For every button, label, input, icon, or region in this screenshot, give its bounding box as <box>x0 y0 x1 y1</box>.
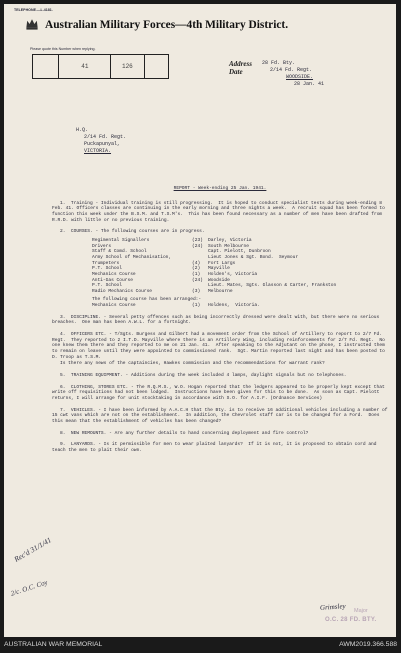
paragraph-discipline: 3. DISCIPLINE. - Several petty offences such as being incorrectly dressed were dealt with, but there were no serious breaches. One man has been A.W.L. for a fortnight. <box>52 314 382 326</box>
arranged-label: The following course has been arranged:- <box>92 296 202 302</box>
course-location: Holden's, Victoria <box>208 271 258 277</box>
course-name: Trumpeters <box>92 260 120 266</box>
course-name: Regimental Signallers <box>92 237 150 243</box>
report-body <box>52 186 391 460</box>
handwritten-signature: Grimsley <box>319 602 346 612</box>
course-count: (3) <box>192 288 201 294</box>
stamp-unit: O.C. 28 FD. BTY. <box>325 617 377 623</box>
course-name: P.T. School <box>92 266 123 272</box>
document-page <box>4 4 396 637</box>
address-line: 2/14 Fd. Regt. <box>270 67 313 73</box>
stamp-rank: Major <box>354 608 368 614</box>
course-location: Darley, Victoria <box>208 237 252 243</box>
course-location: Melbourne <box>208 288 233 294</box>
handwritten-margin-note: 2/c. O.C. Coy <box>9 578 49 598</box>
recipient-line: Puckapunyal, <box>84 141 121 147</box>
course-count: (1) <box>192 271 201 277</box>
paragraph-lanyards: 9. LANYARDS. - Is it permissible for men to wear plaited lanyards? If it is not, it is proposed to obtain cord and teach the men to plait their own. <box>52 442 380 453</box>
course-location: Lieut Jones & Sgt. Bond. Seymour <box>208 254 299 260</box>
course-name: P.T. School <box>92 283 123 289</box>
course-count: (4) <box>192 260 201 266</box>
paragraph-training: 1. Training - Individual training is still progressing. It is hoped to conduct specialist tests during week-ending 8 Feb. 41. Officers classes are continuing in the early morning and three nights a week. A recruit squad has been formed to function this week under the B.S.M. and T.S.M's. This has been found necessary as a number of men have been drafted from R.R.D. with little or no previous training. <box>52 200 388 223</box>
course-location: South Melbourne <box>208 243 249 249</box>
paragraph-new-remounts: 8. NEW REMOUNTS. - Are any further details to hand concerning deployment and fire control? <box>60 430 309 436</box>
course-name: Radio Mechanics Course <box>92 288 153 294</box>
address-line: WOODSIDE. <box>286 74 314 80</box>
address-line: 28 Fd. Bty. <box>262 60 296 66</box>
report-title: REPORT - Week-ending 25 Jan. 1941. <box>173 186 267 191</box>
date-value: 28 Jan. 41 <box>294 81 325 87</box>
footer-accession-number: AWM2019.366.588 <box>339 641 397 648</box>
course-count: (2) <box>192 266 201 272</box>
course-row <box>92 289 388 295</box>
course-location: Holdens, Victoria. <box>208 303 260 309</box>
course-count: (23) <box>192 237 203 243</box>
paragraph-training-equipment: 5. TRAINING EQUIPMENT. - Additions during the week included 4 lamps, daylight signals but no telephones. <box>60 373 347 379</box>
course-count: (24) <box>192 277 203 283</box>
paragraph-officers: 4. OFFICERS ETC. - T/Sgts. Burgess and Gilbert had a movement order from the School of Artillery to report to 2/7 Fd. Regt. They reported to 2 I.T.D. Mayville where there is an Artillery Wing, including reinforcements for 2/7 Fd. Regt. No one knew them there and they reported to me on 21 Jan. 41. After speaking to the Adjutant on the phone, I instructed them to remain on leave until they were appointed to commissioned rank. Sgt. Martin reported last night and has been posted to D. Troop as T.S.M. <box>52 332 388 360</box>
recipient-line: H.Q. <box>76 127 89 133</box>
address-label: Address <box>229 60 252 68</box>
ref-cell <box>145 55 168 78</box>
date-label: Date <box>229 68 243 76</box>
telephone-line: TELEPHONE.—L.4181. <box>14 8 53 12</box>
paragraph-officers-query: Is there any news of the captaincies, Hawkes commission and the recommendations for warrant rank? <box>60 361 325 367</box>
course-location: Capt. Pielott, Dunbroon <box>208 249 271 255</box>
handwritten-margin-note: Rec'd 31/1/41 <box>12 535 53 564</box>
ref-cell: 41 <box>59 55 111 78</box>
courses-table <box>92 238 388 295</box>
paragraph-clothing-stores: 6. CLOTHING, STORES ETC. - The R.Q.M.S., W.O. Hogan reported that the ledgers appeared to be properly kept except that write off requisitions had not been lodged. Instructions have been given for this to be done. As soon as Capt. Pielott returns, I will arrange for unit stocktaking in accordance with S.O. for A.I.F. (Ordnance Services) <box>52 384 388 402</box>
course-name: Mechanics Course <box>92 271 136 277</box>
course-count: (24) <box>192 243 203 249</box>
course-name: Mechanics Course <box>92 303 136 309</box>
course-location: Lieut. Mates, Sgts. Glasson & Carter, Frankston <box>208 283 337 289</box>
reference-number-box <box>32 54 169 79</box>
course-name: Staff & Comd. School <box>92 249 147 255</box>
recipient-line: VICTORIA. <box>84 148 112 154</box>
ref-cell <box>33 55 59 78</box>
course-name: Drivers <box>92 243 112 249</box>
paragraph-vehicles: 7. VEHICLES. - I have been informed by A.A.C.H that the Bty. is to receive 16 additional vehicles including a number of 15 cwt vans which are not on the establishment. In addition, the Chevrolet staff car is to be changed for a Ford. Does this mean that the establishment of vehicles has been changed? <box>52 407 391 424</box>
ref-cell: 126 <box>111 55 144 78</box>
letterhead-title: Australian Military Forces—4th Military District. <box>45 19 289 31</box>
course-location: Woodside <box>208 277 230 283</box>
course-location: Fort Largs <box>208 260 236 266</box>
footer-institution: AUSTRALIAN WAR MEMORIAL <box>4 641 103 648</box>
quote-number-note: Please quote this Number when replying. <box>30 47 96 51</box>
paragraph-courses-intro: 2. COURSES. - The following courses are in progress. <box>60 229 205 235</box>
arranged-course <box>92 303 388 309</box>
course-row <box>92 303 388 309</box>
archive-footer <box>0 640 401 653</box>
course-name: Army School of Mechanisation, <box>92 254 172 260</box>
course-count: (1) <box>192 303 201 309</box>
course-location: Mayville <box>208 266 230 272</box>
crown-emblem-icon <box>24 16 40 32</box>
recipient-line: 2/14 Fd. Regt. <box>84 134 127 140</box>
course-name: Anti-Gas Course <box>92 277 133 283</box>
